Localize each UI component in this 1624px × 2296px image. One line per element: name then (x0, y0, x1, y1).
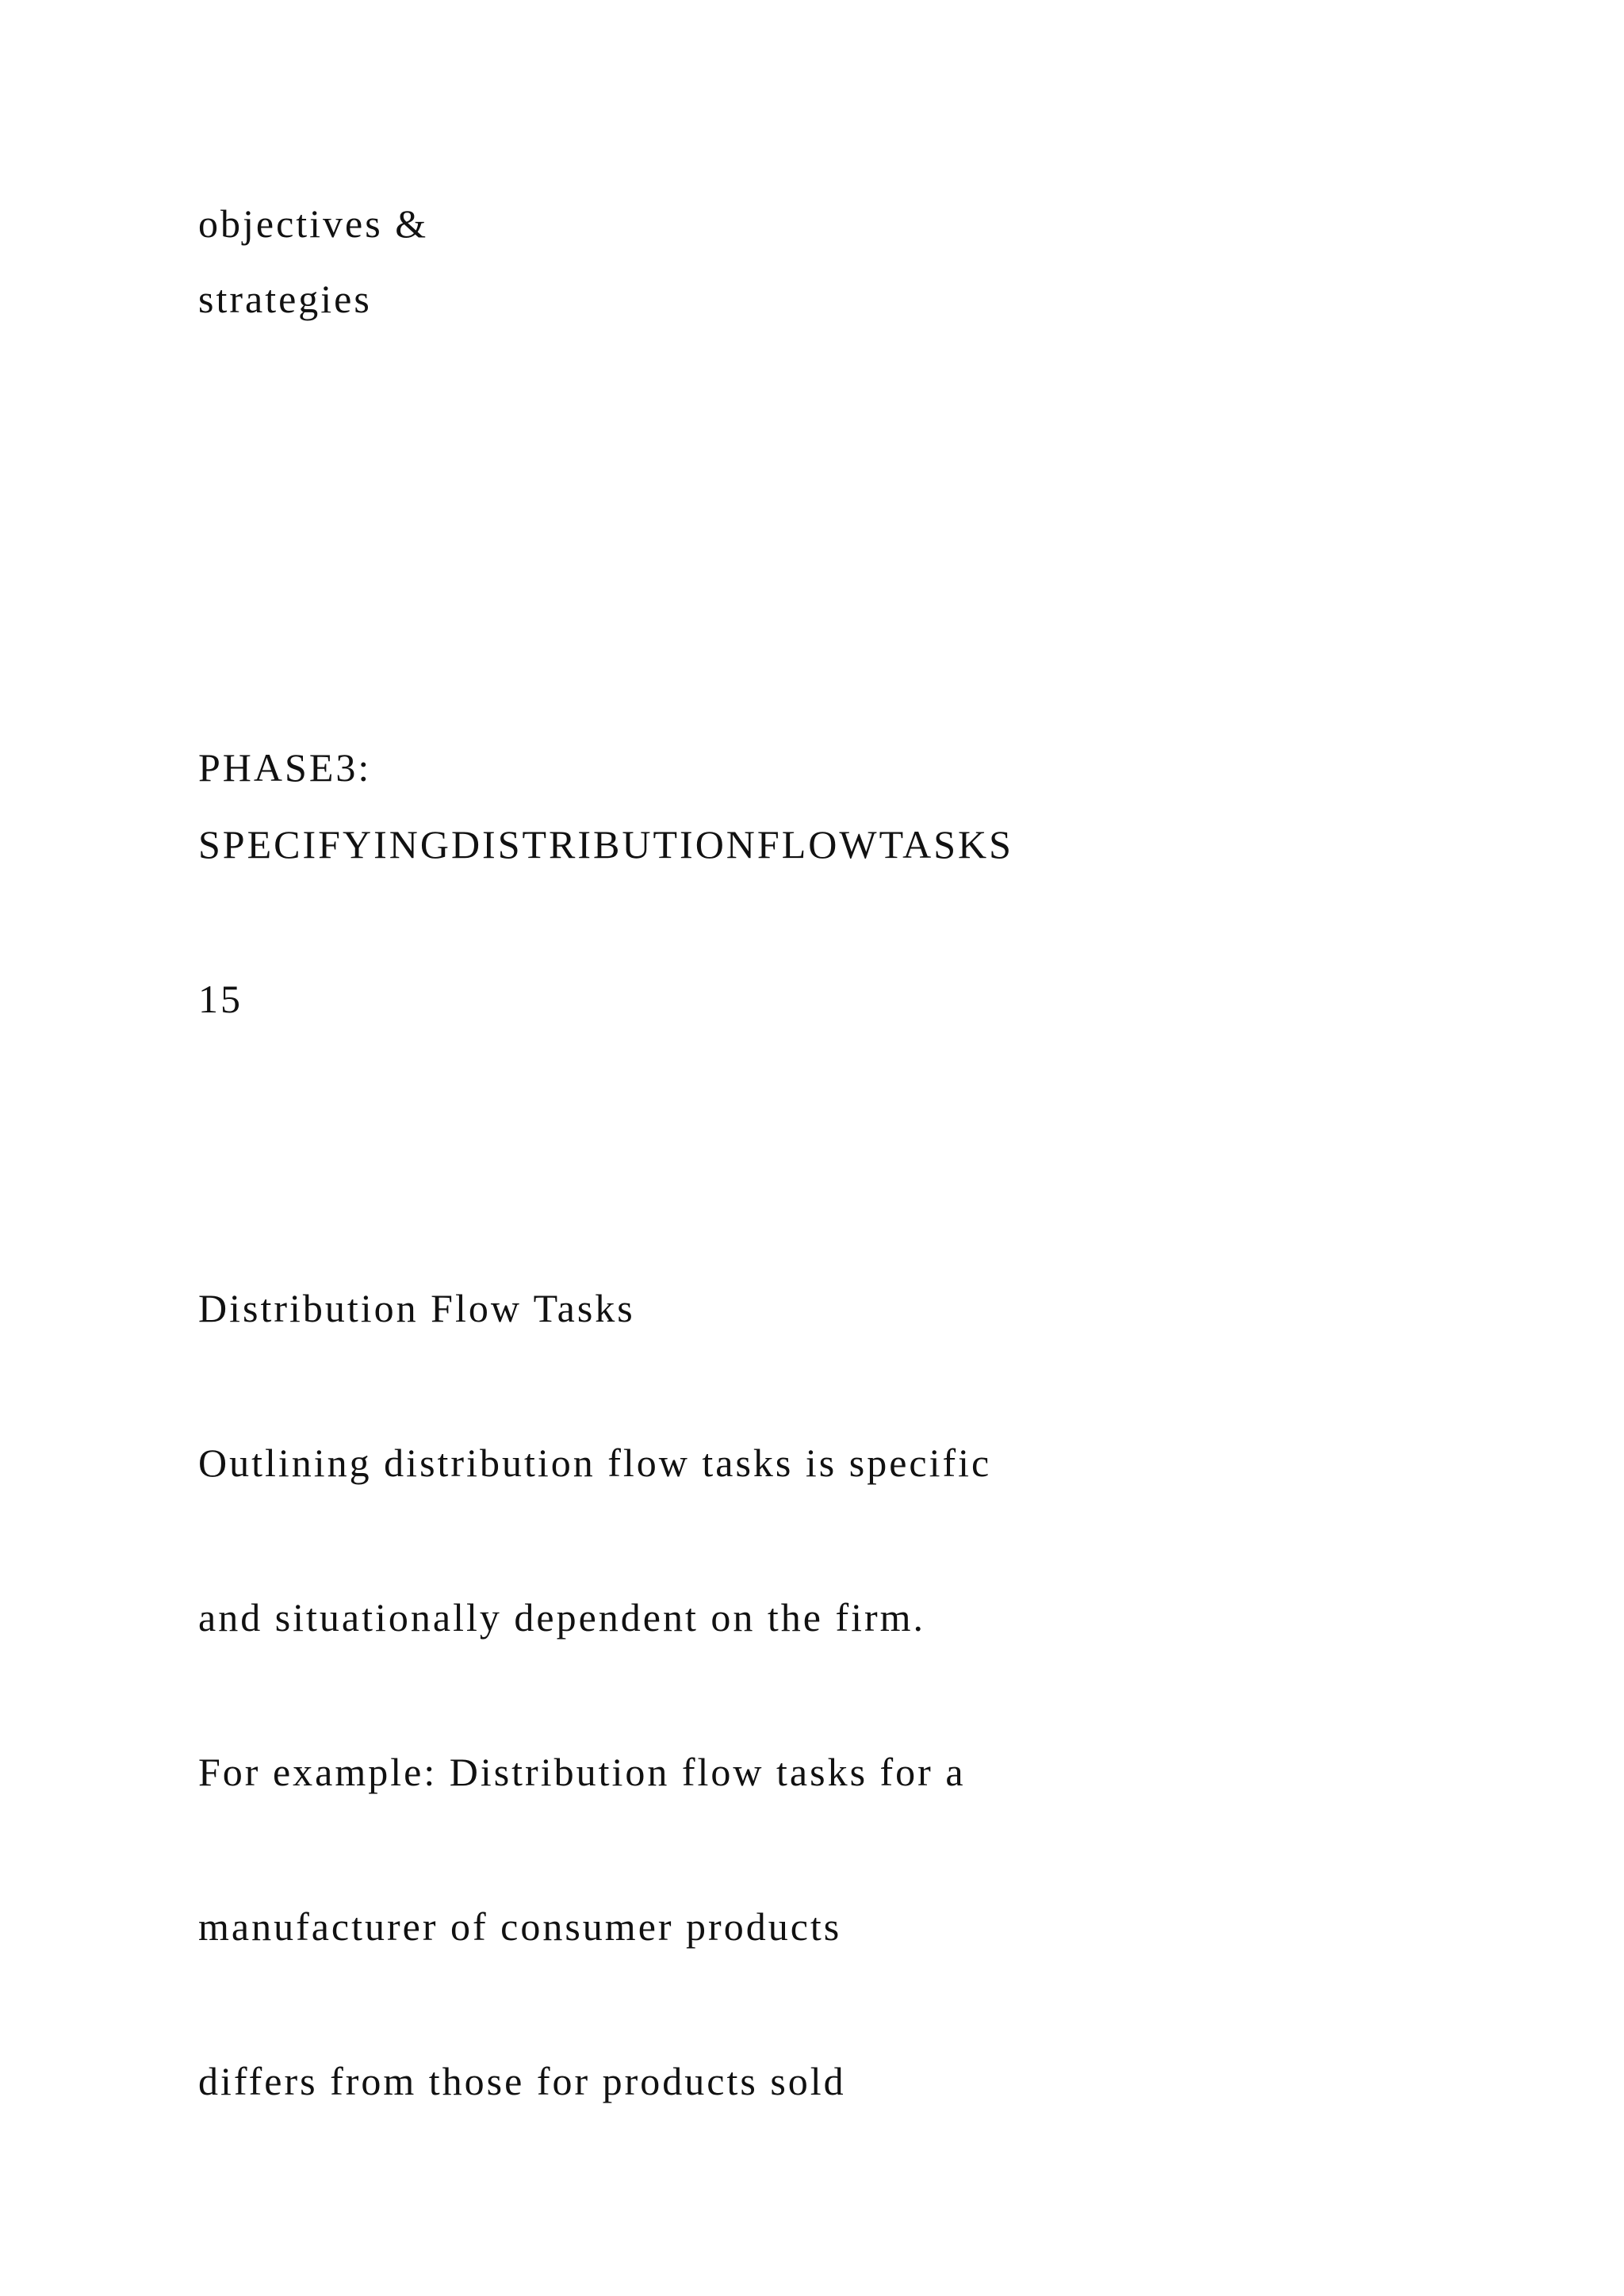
subheading: Distribution Flow Tasks (198, 1286, 635, 1330)
body-line: manufacturer of consumer products (198, 1904, 842, 1949)
section-label-phase: PHASE3: (198, 745, 372, 790)
page-number: 15 (198, 977, 243, 1021)
text-line-objectives: objectives & (198, 201, 429, 246)
body-line: differs from those for products sold (198, 2059, 846, 2103)
body-line: For example: Distribution flow tasks for a (198, 1750, 966, 1794)
body-line: Outlining distribution flow tasks is specific (198, 1441, 992, 1485)
body-line: and situationally dependent on the firm. (198, 1595, 926, 1640)
text-line-strategies: strategies (198, 277, 372, 321)
section-heading: SPECIFYINGDISTRIBUTIONFLOWTASKS (198, 822, 1013, 867)
